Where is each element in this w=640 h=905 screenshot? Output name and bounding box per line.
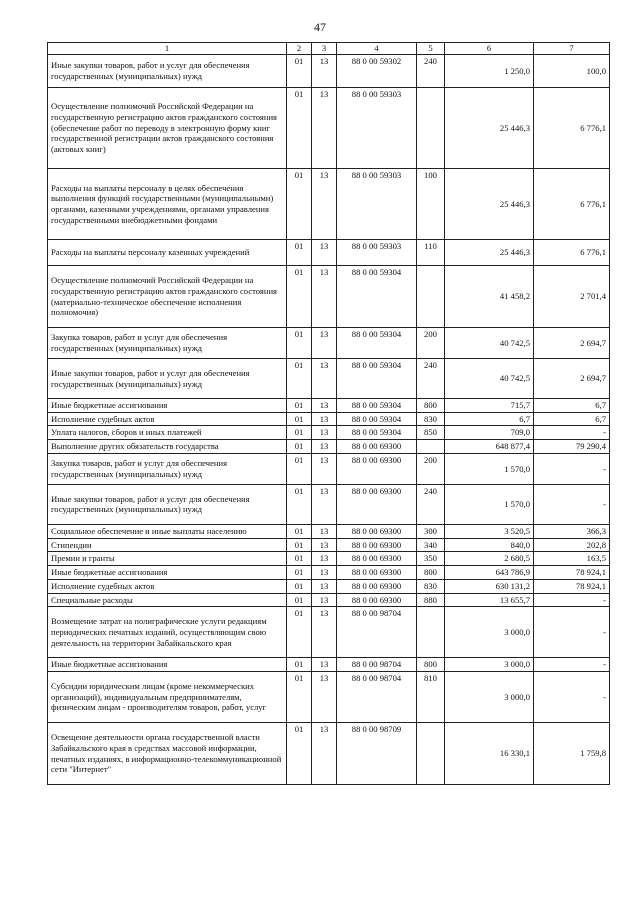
- section-code: 01: [287, 552, 312, 566]
- amount-col6: 1 570,0: [445, 484, 534, 524]
- section-code: 01: [287, 524, 312, 538]
- expense-type-code: [417, 723, 445, 785]
- subsection-code: 13: [312, 607, 337, 658]
- amount-col7: 100,0: [534, 55, 610, 88]
- section-code: 01: [287, 723, 312, 785]
- expense-type-code: 200: [417, 328, 445, 359]
- amount-col6: 25 446,3: [445, 169, 534, 240]
- target-article-code: 88 0 00 69300: [337, 538, 417, 552]
- target-article-code: 88 0 00 69300: [337, 566, 417, 580]
- table-row: [48, 55, 610, 88]
- amount-col6: 40 742,5: [445, 359, 534, 399]
- amount-col6: 13 655,7: [445, 593, 534, 607]
- amount-col7: 6 776,1: [534, 88, 610, 169]
- amount-col7: 2 694,7: [534, 328, 610, 359]
- amount-col7: -: [534, 426, 610, 440]
- amount-col7: -: [534, 453, 610, 484]
- target-article-code: 88 0 00 59304: [337, 359, 417, 399]
- section-code: 01: [287, 607, 312, 658]
- item-name: Иные бюджетные ассигнования: [48, 658, 287, 672]
- amount-col6: 643 786,9: [445, 566, 534, 580]
- amount-col6: 6,7: [445, 412, 534, 426]
- subsection-code: 13: [312, 672, 337, 723]
- table-row: [48, 566, 610, 580]
- table-row: [48, 552, 610, 566]
- amount-col6: 3 000,0: [445, 672, 534, 723]
- target-article-code: 88 0 00 69300: [337, 524, 417, 538]
- table-row: [48, 359, 610, 399]
- section-code: 01: [287, 440, 312, 454]
- target-article-code: 88 0 00 59303: [337, 240, 417, 266]
- subsection-code: 13: [312, 88, 337, 169]
- table-row: [48, 426, 610, 440]
- amount-col6: 715,7: [445, 399, 534, 413]
- expense-type-code: 830: [417, 579, 445, 593]
- table-row: [48, 266, 610, 328]
- table-row: [48, 440, 610, 454]
- target-article-code: 88 0 00 69300: [337, 552, 417, 566]
- amount-col7: 202,8: [534, 538, 610, 552]
- table-row: [48, 672, 610, 723]
- section-code: 01: [287, 672, 312, 723]
- item-name: Осуществление полномочий Российской Федерации на государственную регистрацию актов гражданского состояния (обеспечение работ по переводу в электронную форму книг государственной регистрации актов гражданского состояния (актовых книг): [48, 88, 287, 169]
- amount-col7: -: [534, 607, 610, 658]
- expense-type-code: 110: [417, 240, 445, 266]
- header-cell: 4: [337, 43, 417, 55]
- target-article-code: 88 0 00 59303: [337, 88, 417, 169]
- amount-col6: 2 680,5: [445, 552, 534, 566]
- amount-col6: 16 330,1: [445, 723, 534, 785]
- expense-type-code: [417, 88, 445, 169]
- subsection-code: 13: [312, 453, 337, 484]
- amount-col7: 78 924,1: [534, 579, 610, 593]
- table-row: [48, 169, 610, 240]
- expense-type-code: 240: [417, 359, 445, 399]
- item-name: Расходы на выплаты персоналу казенных учреждений: [48, 240, 287, 266]
- table-row: [48, 723, 610, 785]
- target-article-code: 88 0 00 69300: [337, 440, 417, 454]
- item-name: Осуществление полномочий Российской Федерации на государственную регистрацию актов гражданского состояния (материально-техническое обеспечение исполнения полномочия): [48, 266, 287, 328]
- section-code: 01: [287, 426, 312, 440]
- amount-col7: -: [534, 658, 610, 672]
- item-name: Возмещение затрат на полиграфические услуги редакциям периодических печатных изданий, осуществляющим свою деятельность на территории Забайкальского края: [48, 607, 287, 658]
- page-number: 47: [314, 20, 326, 34]
- subsection-code: 13: [312, 658, 337, 672]
- amount-col6: 3 000,0: [445, 607, 534, 658]
- table-row: [48, 524, 610, 538]
- target-article-code: 88 0 00 59304: [337, 399, 417, 413]
- subsection-code: 13: [312, 566, 337, 580]
- table-row: [48, 484, 610, 524]
- item-name: Иные бюджетные ассигнования: [48, 399, 287, 413]
- budget-table: [47, 42, 610, 785]
- expense-type-code: 100: [417, 169, 445, 240]
- subsection-code: 13: [312, 359, 337, 399]
- section-code: 01: [287, 412, 312, 426]
- section-code: 01: [287, 328, 312, 359]
- expense-type-code: 340: [417, 538, 445, 552]
- header-cell: 5: [417, 43, 445, 55]
- section-code: 01: [287, 658, 312, 672]
- amount-col7: -: [534, 484, 610, 524]
- table-row: [48, 88, 610, 169]
- amount-col7: 163,5: [534, 552, 610, 566]
- amount-col6: 40 742,5: [445, 328, 534, 359]
- section-code: 01: [287, 240, 312, 266]
- item-name: Расходы на выплаты персоналу в целях обеспечения выполнения функций государственными (муниципальными) органами, казенными учреждениями, органами управления государственными внебюджетными фондами: [48, 169, 287, 240]
- amount-col7: 6,7: [534, 399, 610, 413]
- amount-col7: -: [534, 593, 610, 607]
- target-article-code: 88 0 00 59304: [337, 328, 417, 359]
- section-code: 01: [287, 266, 312, 328]
- expense-type-code: 800: [417, 658, 445, 672]
- item-name: Закупка товаров, работ и услуг для обеспечения государственных (муниципальных) нужд: [48, 453, 287, 484]
- target-article-code: 88 0 00 98704: [337, 658, 417, 672]
- amount-col7: 79 290,4: [534, 440, 610, 454]
- item-name: Освещение деятельности органа государственной власти Забайкальского края в средствах массовой информации, печатных изданиях, в информационно-телекоммуникационной сети "Интернет": [48, 723, 287, 785]
- table-row: [48, 399, 610, 413]
- amount-col7: 6 776,1: [534, 169, 610, 240]
- target-article-code: 88 0 00 59303: [337, 169, 417, 240]
- table-row: [48, 240, 610, 266]
- amount-col6: 648 877,4: [445, 440, 534, 454]
- item-name: Иные бюджетные ассигнования: [48, 566, 287, 580]
- section-code: 01: [287, 88, 312, 169]
- item-name: Социальное обеспечение и иные выплаты населению: [48, 524, 287, 538]
- section-code: 01: [287, 484, 312, 524]
- amount-col6: 1 570,0: [445, 453, 534, 484]
- amount-col7: 1 759,8: [534, 723, 610, 785]
- item-name: Специальные расходы: [48, 593, 287, 607]
- expense-type-code: 800: [417, 399, 445, 413]
- header-row: [48, 43, 610, 55]
- table-row: [48, 412, 610, 426]
- item-name: Иные закупки товаров, работ и услуг для обеспечения государственных (муниципальных) нужд: [48, 484, 287, 524]
- table-row: [48, 658, 610, 672]
- expense-type-code: [417, 266, 445, 328]
- amount-col7: 78 924,1: [534, 566, 610, 580]
- item-name: Иные закупки товаров, работ и услуг для обеспечения государственных (муниципальных) нужд: [48, 359, 287, 399]
- amount-col7: 2 694,7: [534, 359, 610, 399]
- subsection-code: 13: [312, 524, 337, 538]
- expense-type-code: 240: [417, 484, 445, 524]
- section-code: 01: [287, 593, 312, 607]
- amount-col6: 3 520,5: [445, 524, 534, 538]
- item-name: Закупка товаров, работ и услуг для обеспечения государственных (муниципальных) нужд: [48, 328, 287, 359]
- amount-col6: 630 131,2: [445, 579, 534, 593]
- item-name: Субсидии юридическим лицам (кроме некоммерческих организаций), индивидуальным предпринимателям, физическим лицам - производителям товаров, работ, услуг: [48, 672, 287, 723]
- target-article-code: 88 0 00 98704: [337, 672, 417, 723]
- expense-type-code: 880: [417, 593, 445, 607]
- section-code: 01: [287, 538, 312, 552]
- expense-type-code: 850: [417, 426, 445, 440]
- subsection-code: 13: [312, 169, 337, 240]
- expense-type-code: 830: [417, 412, 445, 426]
- target-article-code: 88 0 00 69300: [337, 453, 417, 484]
- subsection-code: 13: [312, 240, 337, 266]
- amount-col7: 6,7: [534, 412, 610, 426]
- target-article-code: 88 0 00 59304: [337, 412, 417, 426]
- amount-col7: 6 776,1: [534, 240, 610, 266]
- subsection-code: 13: [312, 579, 337, 593]
- subsection-code: 13: [312, 399, 337, 413]
- amount-col6: 25 446,3: [445, 240, 534, 266]
- expense-type-code: [417, 440, 445, 454]
- amount-col7: 2 701,4: [534, 266, 610, 328]
- subsection-code: 13: [312, 484, 337, 524]
- table-row: [48, 593, 610, 607]
- expense-type-code: 800: [417, 566, 445, 580]
- target-article-code: 88 0 00 98709: [337, 723, 417, 785]
- target-article-code: 88 0 00 59302: [337, 55, 417, 88]
- amount-col7: 366,3: [534, 524, 610, 538]
- amount-col6: 709,0: [445, 426, 534, 440]
- table-row: [48, 607, 610, 658]
- header-cell: 2: [287, 43, 312, 55]
- target-article-code: 88 0 00 69300: [337, 484, 417, 524]
- amount-col6: 25 446,3: [445, 88, 534, 169]
- subsection-code: 13: [312, 723, 337, 785]
- item-name: Исполнение судебных актов: [48, 579, 287, 593]
- table-row: [48, 579, 610, 593]
- target-article-code: 88 0 00 69300: [337, 579, 417, 593]
- header-cell: 7: [534, 43, 610, 55]
- section-code: 01: [287, 55, 312, 88]
- header-cell: 3: [312, 43, 337, 55]
- table-row: [48, 328, 610, 359]
- subsection-code: 13: [312, 55, 337, 88]
- section-code: 01: [287, 453, 312, 484]
- target-article-code: 88 0 00 59304: [337, 426, 417, 440]
- item-name: Уплата налогов, сборов и иных платежей: [48, 426, 287, 440]
- subsection-code: 13: [312, 328, 337, 359]
- amount-col6: 1 250,0: [445, 55, 534, 88]
- table-row: [48, 453, 610, 484]
- expense-type-code: 810: [417, 672, 445, 723]
- item-name: Выполнение других обязательств государства: [48, 440, 287, 454]
- item-name: Иные закупки товаров, работ и услуг для обеспечения государственных (муниципальных) нужд: [48, 55, 287, 88]
- expense-type-code: 200: [417, 453, 445, 484]
- expense-type-code: [417, 607, 445, 658]
- expense-type-code: 350: [417, 552, 445, 566]
- expense-type-code: 240: [417, 55, 445, 88]
- subsection-code: 13: [312, 593, 337, 607]
- subsection-code: 13: [312, 266, 337, 328]
- expense-type-code: 300: [417, 524, 445, 538]
- subsection-code: 13: [312, 538, 337, 552]
- table-row: [48, 538, 610, 552]
- section-code: 01: [287, 359, 312, 399]
- subsection-code: 13: [312, 426, 337, 440]
- target-article-code: 88 0 00 59304: [337, 266, 417, 328]
- amount-col6: 41 458,2: [445, 266, 534, 328]
- amount-col6: 840,0: [445, 538, 534, 552]
- amount-col7: -: [534, 672, 610, 723]
- header-cell: 1: [48, 43, 287, 55]
- item-name: Исполнение судебных актов: [48, 412, 287, 426]
- section-code: 01: [287, 566, 312, 580]
- subsection-code: 13: [312, 412, 337, 426]
- target-article-code: 88 0 00 69300: [337, 593, 417, 607]
- section-code: 01: [287, 399, 312, 413]
- header-cell: 6: [445, 43, 534, 55]
- subsection-code: 13: [312, 440, 337, 454]
- target-article-code: 88 0 00 98704: [337, 607, 417, 658]
- item-name: Стипендии: [48, 538, 287, 552]
- section-code: 01: [287, 169, 312, 240]
- section-code: 01: [287, 579, 312, 593]
- amount-col6: 3 000,0: [445, 658, 534, 672]
- item-name: Премии и гранты: [48, 552, 287, 566]
- subsection-code: 13: [312, 552, 337, 566]
